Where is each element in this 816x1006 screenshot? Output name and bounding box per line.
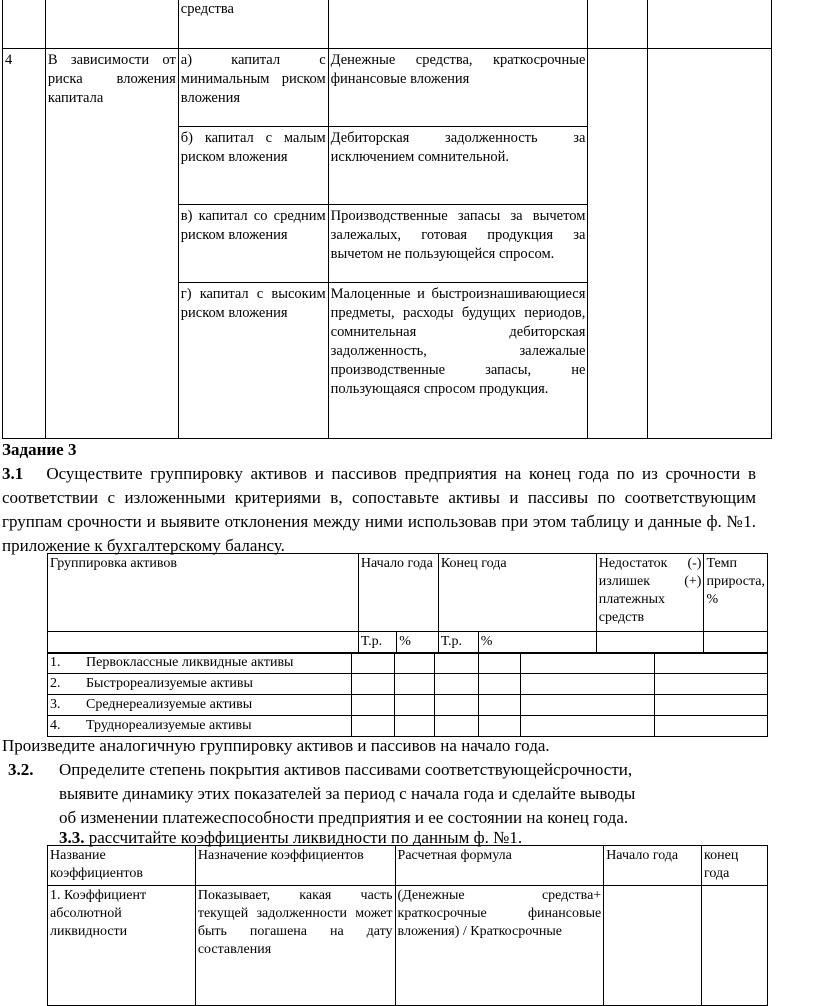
row-number: 4 bbox=[3, 49, 46, 439]
table1-cell bbox=[588, 49, 648, 439]
risk-group-a: а) капитал с минимальным риском вложения bbox=[178, 49, 328, 127]
table1-cell bbox=[328, 0, 588, 49]
item-3-2-line: выявите динамику этих показателей за период с начала года и сделайте выводы bbox=[59, 784, 636, 803]
subheader-thousand-rub: Т.р. bbox=[438, 632, 478, 654]
table-row: 1. Первоклассные ликвидные активы bbox=[48, 653, 352, 674]
ratio-purpose-cell: Показывает, какая часть текущей задолженности может быть погашена на дату составления bbox=[195, 886, 395, 1006]
header-start-of-year: Начало года bbox=[604, 846, 702, 886]
assets-a: Денежные средства, краткосрочные финансовые вложения bbox=[328, 49, 588, 127]
ratio-name-cell: 1. Коэффициент абсолютной ликвидности bbox=[48, 886, 196, 1006]
ratio-end-value bbox=[702, 886, 768, 1006]
table1-cell bbox=[648, 49, 772, 439]
header-ratio-purpose: Назначение коэффициентов bbox=[195, 846, 395, 886]
header-end-of-year: Конец года bbox=[438, 554, 596, 632]
task-3-1-paragraph bbox=[2, 462, 756, 558]
item-3-3-number: 3.3. bbox=[59, 828, 85, 847]
header-start-of-year: Начало года bbox=[358, 554, 438, 632]
assets-c: Производственные запасы за вычетом залежалых, готовая продукция за вычетом не пользующейся спросом. bbox=[328, 205, 588, 283]
table-row: 2. Быстрореализуемые активы bbox=[48, 674, 352, 695]
table-row: 3. Среднереализуемые активы bbox=[48, 695, 352, 716]
asset-grouping-table bbox=[47, 553, 768, 654]
liquidity-ratios-table bbox=[47, 845, 768, 1006]
ratio-formula-cell: (Денежные средства+ краткосрочные финансовые вложения) / Краткосрочные bbox=[395, 886, 604, 1006]
ratio-start-value bbox=[604, 886, 702, 1006]
risk-group-b: б) капитал с малым риском вложения bbox=[178, 127, 328, 205]
item-3-2-number: 3.2. bbox=[8, 760, 34, 779]
subheader-percent: % bbox=[478, 632, 596, 654]
risk-group-d: г) капитал с высоким риском вложения bbox=[178, 283, 328, 439]
item-3-2-line: об изменении платежеспособности предприятия и ее состоянии на конец года. bbox=[59, 808, 629, 827]
asset-grouping-rows bbox=[47, 652, 768, 737]
risk-groups-table bbox=[2, 0, 772, 439]
table1-cell bbox=[648, 0, 772, 49]
header-asset-grouping: Группировка активов bbox=[48, 554, 359, 632]
analog-paragraph: Произведите аналогичную группировку активов и пассивов на начало года. bbox=[2, 736, 550, 755]
table1-top-cell: средства bbox=[178, 0, 328, 49]
header-ratio-name: Название коэффициентов bbox=[48, 846, 196, 886]
header-formula: Расчетная формула bbox=[395, 846, 604, 886]
header-growth-rate: Темп прироста, % bbox=[704, 554, 768, 632]
header-end-of-year: конец года bbox=[702, 846, 768, 886]
header-shortage-surplus: Недостаток (-) излишек (+) платежных средств bbox=[596, 554, 704, 632]
task-3-1-number: 3.1 bbox=[2, 464, 24, 483]
table2-cell bbox=[596, 632, 704, 654]
table1-cell bbox=[588, 0, 648, 49]
table1-cell bbox=[45, 0, 178, 49]
table-row: 4. Труднореализуемые активы bbox=[48, 716, 352, 737]
item-3-2-line: Определите степень покрытия активов пассивами соответствующейсрочности, bbox=[59, 760, 633, 779]
subheader-thousand-rub: Т.р. bbox=[358, 632, 396, 654]
table1-cell bbox=[3, 0, 46, 49]
criterion-cell: В зависимости от риска вложения капитала bbox=[45, 49, 178, 439]
assets-b: Дебиторская задолженность за исключением сомнительной. bbox=[328, 127, 588, 205]
table2-cell bbox=[704, 632, 768, 654]
subheader-percent: % bbox=[397, 632, 439, 654]
risk-group-c: в) капитал со средним риском вложения bbox=[178, 205, 328, 283]
task-heading: Задание 3 bbox=[2, 440, 77, 459]
assets-d: Малоценные и быстроизнашивающиеся предметы, расходы будущих периодов, сомнительная дебиторская задолженность, залежалые производственные запасы, не пользующаяся спросом продукция. bbox=[328, 283, 588, 439]
item-3-3-text: рассчитайте коэффициенты ликвидности по данным ф. №1. bbox=[88, 828, 523, 847]
task-3-1-text: Осуществите группировку активов и пассивов предприятия на конец года по из срочности в соответствии с изложенными критериями в, сопоставьте активы и пассивы по соответствующим группам срочности и выявите отклонения между ними использовав при этом таблицу и данные ф. №1. приложение к бухгалтерскому балансу. bbox=[2, 464, 756, 555]
table2-cell bbox=[48, 632, 359, 654]
